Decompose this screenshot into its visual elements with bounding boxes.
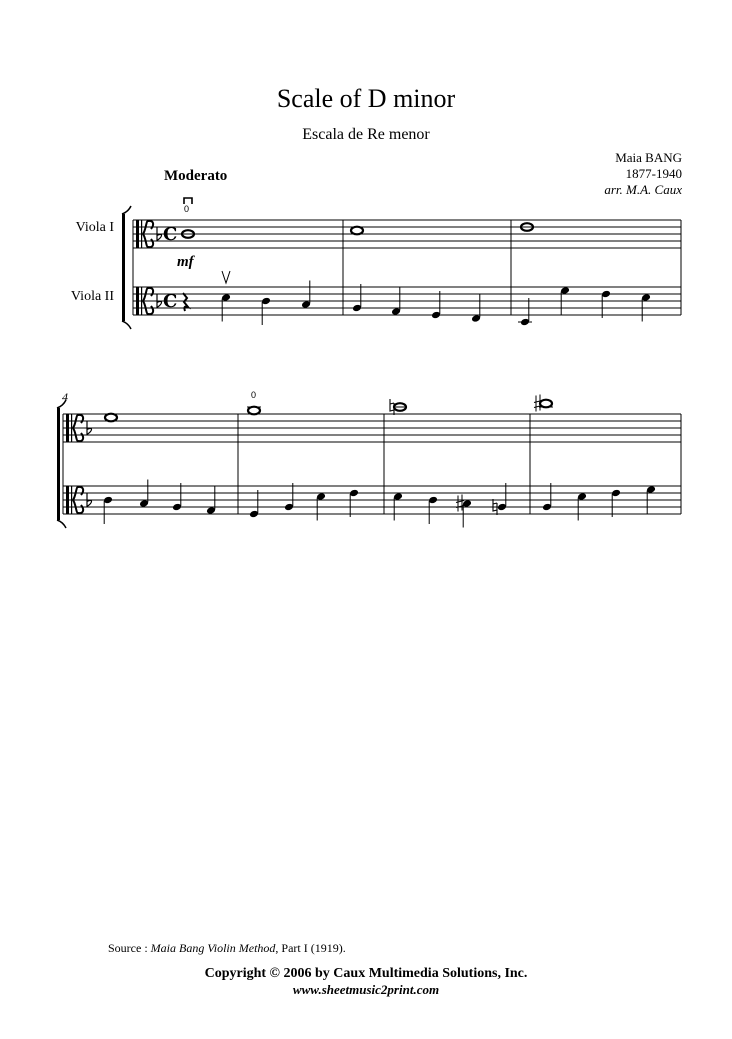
tempo-marking: Moderato xyxy=(164,168,228,184)
alto-clef-icon xyxy=(136,287,139,315)
source-suffix: , Part I (1919). xyxy=(275,941,346,955)
dynamic-mark: mf xyxy=(177,254,194,270)
alto-clef-icon xyxy=(71,414,72,442)
alto-clef-icon xyxy=(141,287,142,315)
alto-clef-icon xyxy=(141,220,142,248)
system-bracket xyxy=(122,321,131,329)
time-signature: C xyxy=(163,224,178,245)
instrument-label-viola-2: Viola II xyxy=(70,289,114,304)
whole-note xyxy=(540,400,552,408)
whole-note xyxy=(105,414,117,422)
alto-clef-icon xyxy=(66,414,69,442)
instrument-label-viola-1: Viola I xyxy=(75,220,114,235)
source-title: Maia Bang Violin Method xyxy=(150,941,276,955)
composer-name: Maia BANG xyxy=(615,150,682,165)
page-subtitle: Escala de Re menor xyxy=(302,126,430,143)
fingering-mark: 0 xyxy=(184,204,190,214)
alto-clef-icon xyxy=(71,486,72,514)
source-citation xyxy=(108,941,346,956)
alto-clef-icon xyxy=(136,220,139,248)
whole-note xyxy=(351,227,363,235)
alto-clef-icon xyxy=(66,486,69,514)
source-prefix: Source : xyxy=(108,941,151,955)
arranger-credit: arr. M.A. Caux xyxy=(604,182,682,197)
page-title: Scale of D minor xyxy=(276,84,456,113)
website-url: www.sheetmusic2print.com xyxy=(292,982,440,997)
measure-number: 4 xyxy=(62,390,68,404)
composer-dates: 1877-1940 xyxy=(625,166,682,181)
system-bracket xyxy=(57,520,66,528)
copyright-notice: Copyright © 2006 by Caux Multimedia Solutions, Inc. xyxy=(204,966,528,981)
up-bow-icon xyxy=(222,271,230,283)
whole-note xyxy=(248,407,260,415)
system-bracket xyxy=(122,206,131,214)
time-signature: C xyxy=(163,291,178,312)
fingering-mark: 0 xyxy=(251,390,257,400)
system-bracket xyxy=(122,214,125,321)
system-bracket xyxy=(57,408,60,520)
